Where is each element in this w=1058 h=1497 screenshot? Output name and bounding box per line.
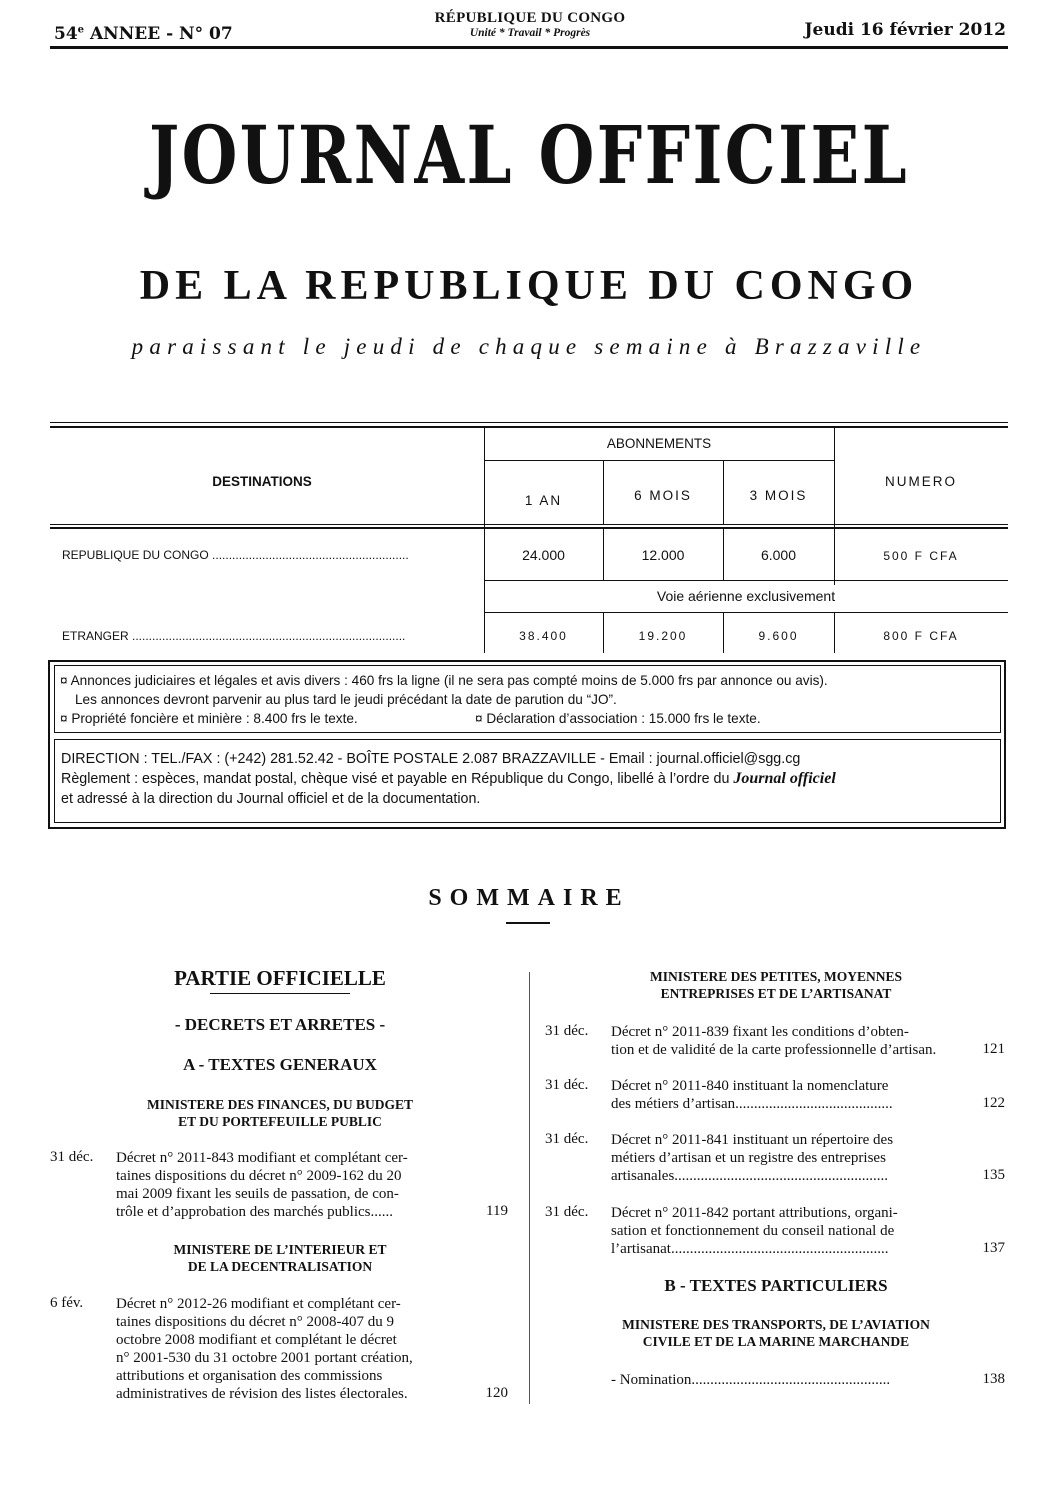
ministere-transports: MINISTERE DES TRANSPORTS, DE L’AVIATION CIVILE ET DE LA MARINE MARCHANDE — [622, 1317, 930, 1349]
entry-date: 31 déc. — [545, 1204, 589, 1220]
col-3mois: 3 MOIS — [749, 488, 808, 503]
entry-decret-2012-26: Décret n° 2012-26 modifiant et complétant cer- taines dispositions du décret n° 2008-407 du 9 octobre 2008 modifiant et complétant le décret n° 2001-530 du 31 octobre 2001 portant création, attributions et organisation des commissions administratives de révision des listes électorales. — [116, 1296, 413, 1402]
ministere-pme: MINISTERE DES PETITES, MOYENNES ENTREPRISES ET DE L’ARTISANAT — [649, 969, 903, 1001]
column-divider — [529, 972, 530, 1404]
row-etranger-numero: 800 F CFA — [883, 629, 959, 643]
row-congo-3mois: 6.000 — [760, 547, 797, 563]
voie-aerienne: Voie aérienne exclusivement — [656, 588, 836, 604]
entry-date: 31 déc. — [545, 1077, 589, 1093]
entry-date: 31 déc. — [545, 1023, 589, 1039]
annonces-line2: Les annonces devront parvenir au plus tard le jeudi précédant la date de parution du “JO”. — [75, 692, 617, 707]
journal-tagline: paraissant le jeudi de chaque semaine à Brazzaville — [131, 334, 927, 359]
sommaire-rule — [506, 922, 550, 924]
entry-date: 6 fév. — [50, 1295, 84, 1311]
decrets-arretes: - DECRETS ET ARRETES - — [174, 1015, 386, 1034]
annonces-line1: ¤ Annonces judiciaires et légales et avis divers : 460 frs la ligne (il ne sera pas compté moins de 5.000 frs par annonce ou avis). — [60, 673, 828, 688]
entry-decret-2011-840: Décret n° 2011-840 instituant la nomenclature des métiers d’artisan.......................................... — [611, 1078, 893, 1112]
page-number: 120 — [485, 1385, 508, 1401]
entry-date: 31 déc. — [50, 1149, 94, 1165]
col-abonnements: ABONNEMENTS — [606, 436, 712, 451]
page-number: 137 — [982, 1240, 1005, 1256]
col-1an: 1 AN — [524, 493, 563, 508]
row-etranger-3mois: 9.600 — [758, 629, 799, 643]
col-numero: NUMERO — [885, 474, 957, 489]
issue-date: Jeudi 16 février 2012 — [804, 20, 1006, 40]
page-number: 135 — [982, 1167, 1005, 1183]
direction-reglement: Règlement : espèces, mandat postal, chèque visé et payable en République du Congo, libellé à l’ordre du Journal officiel — [61, 770, 836, 787]
journal-subtitle: DE LA REPUBLIQUE DU CONGO — [139, 263, 919, 309]
sommaire-title: SOMMAIRE — [428, 885, 630, 911]
partie-underline — [210, 993, 350, 994]
motto: Unité * Travail * Progrès — [469, 27, 591, 39]
journal-title: JOURNAL OFFICIEL — [148, 108, 910, 202]
entry-nomination: - Nomination..................................................... — [611, 1372, 891, 1388]
textes-generaux: A - TEXTES GENERAUX — [183, 1055, 377, 1074]
page-number: 119 — [486, 1203, 508, 1219]
entry-decret-2011-843: Décret n° 2011-843 modifiant et complétant cer- taines dispositions du décret n° 2009-162 du 20 mai 2009 fixant les seuils de passation, de con- trôle et d’approbation des marchés publics...... — [116, 1150, 408, 1220]
row-congo-6mois: 12.000 — [641, 547, 685, 563]
ministere-interieur: MINISTERE DE L’INTERIEUR ET DE LA DECENTRALISATION — [173, 1242, 387, 1274]
direction-contact: DIRECTION : TEL./FAX : (+242) 281.52.42 - BOÎTE POSTALE 2.087 BRAZZAVILLE - Email : journal.officiel@sgg.cg — [61, 751, 801, 767]
annonces-association: ¤ Déclaration d’association : 15.000 frs le texte. — [475, 711, 761, 726]
masthead-republic — [380, 10, 680, 39]
page-number: 121 — [982, 1041, 1005, 1057]
row-congo-numero: 500 F CFA — [883, 549, 959, 563]
row-label-congo: REPUBLIQUE DU CONGO ........................................................... — [62, 548, 409, 562]
annonces-fonciere: ¤ Propriété foncière et minière : 8.400 frs le texte. — [60, 711, 358, 726]
page-number: 138 — [982, 1371, 1005, 1387]
row-congo-1an: 24.000 — [522, 547, 565, 563]
edition-number: 54e ANNEE - N° 07 — [54, 24, 233, 44]
row-etranger-1an: 38.400 — [519, 629, 568, 643]
partie-officielle: PARTIE OFFICIELLE — [174, 966, 386, 990]
row-etranger-6mois: 19.200 — [638, 629, 688, 643]
entry-decret-2011-842: Décret n° 2011-842 portant attributions, organi- sation et fonctionnement du conseil national de l’artisanat.......................................................... — [611, 1205, 898, 1257]
page-number: 122 — [982, 1095, 1005, 1111]
entry-date: 31 déc. — [545, 1131, 589, 1147]
republic-name: RÉPUBLIQUE DU CONGO — [434, 10, 626, 26]
col-6mois: 6 MOIS — [634, 488, 692, 503]
entry-decret-2011-839: Décret n° 2011-839 fixant les conditions d’obten- tion et de validité de la carte professionnelle d’artisan. — [611, 1024, 937, 1058]
entry-decret-2011-841: Décret n° 2011-841 instituant un répertoire des métiers d’artisan et un registre des entreprises artisanales......................................................... — [611, 1132, 894, 1184]
direction-adresse: et adressé à la direction du Journal officiel et de la documentation. — [61, 791, 481, 807]
col-destinations: DESTINATIONS — [212, 474, 312, 489]
ministere-finances: MINISTERE DES FINANCES, DU BUDGET ET DU PORTEFEUILLE PUBLIC — [147, 1097, 413, 1129]
textes-particuliers: B - TEXTES PARTICULIERS — [664, 1276, 888, 1295]
header-rule — [50, 46, 1008, 49]
row-label-etranger: ETRANGER .................................................................................. — [62, 629, 406, 643]
